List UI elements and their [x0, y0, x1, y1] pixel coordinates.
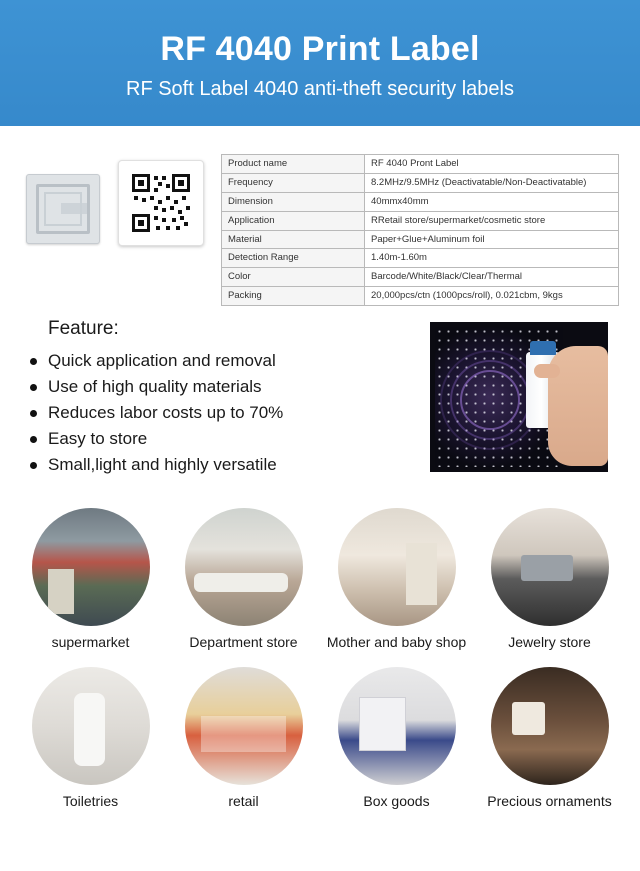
specification-table	[221, 154, 619, 306]
table-row	[222, 268, 619, 287]
coil-bar-icon	[61, 203, 87, 214]
spec-value: 1.40m-1.60m	[365, 249, 619, 268]
gallery-item	[324, 508, 469, 651]
gallery-item	[18, 667, 163, 810]
gallery-image-precious-ornaments	[491, 667, 609, 785]
hand	[548, 346, 608, 466]
features-list	[28, 348, 283, 478]
gallery-caption: Box goods	[363, 792, 430, 809]
qr-barcode-label-image	[118, 160, 204, 246]
spec-value: RF 4040 Pront Label	[365, 155, 619, 174]
features-title: Feature:	[48, 318, 119, 339]
gallery-item	[477, 508, 622, 651]
rf-soft-label-image	[26, 174, 100, 244]
table-row	[222, 155, 619, 174]
gallery-caption: Toiletries	[62, 792, 119, 809]
gallery-image-department-store	[185, 508, 303, 626]
list-item: Small,light and highly versatile	[28, 452, 283, 478]
spec-key: Color	[222, 268, 365, 287]
list-item: Use of high quality materials	[28, 374, 283, 400]
gallery-item	[18, 508, 163, 651]
spec-value: RRetail store/supermarket/cosmetic store	[365, 211, 619, 230]
gallery-item	[477, 667, 622, 810]
gallery-item	[171, 667, 316, 810]
spec-key: Packing	[222, 287, 365, 306]
gallery-item	[324, 667, 469, 810]
signal-ring-icon	[460, 370, 520, 430]
gallery-caption: Mother and baby shop	[326, 634, 467, 650]
antenna-coil-icon	[36, 184, 90, 234]
table-row	[222, 173, 619, 192]
page-subtitle: RF Soft Label 4040 anti-theft security labels	[126, 77, 514, 100]
table-row	[222, 249, 619, 268]
spec-value: Paper+Glue+Aluminum foil	[365, 230, 619, 249]
spec-value: 40mmx40mm	[365, 192, 619, 211]
spec-value: Barcode/White/Black/Clear/Thermal	[365, 268, 619, 287]
table-row	[222, 230, 619, 249]
gallery-caption: Department store	[189, 634, 298, 650]
gallery-caption: supermarket	[51, 634, 130, 650]
qr-code-icon	[132, 174, 190, 232]
list-item: Quick application and removal	[28, 348, 283, 374]
spec-key: Application	[222, 211, 365, 230]
gallery-image-mother-baby-shop	[338, 508, 456, 626]
gallery-caption: Jewelry store	[508, 634, 591, 650]
spec-key: Detection Range	[222, 249, 365, 268]
detector-hand-image	[430, 322, 608, 472]
gallery-caption: retail	[228, 792, 259, 809]
spec-key: Material	[222, 230, 365, 249]
gallery-row-1	[18, 508, 622, 651]
page-title: RF 4040 Print Label	[160, 30, 480, 69]
spec-value: 8.2MHz/9.5MHz (Deactivatable/Non-Deactivatable)	[365, 173, 619, 192]
product-overview-section	[0, 126, 640, 318]
table-row	[222, 211, 619, 230]
bottle-cap	[530, 341, 556, 355]
gallery-item	[171, 508, 316, 651]
product-photos	[22, 160, 202, 255]
gallery-image-jewelry-store	[491, 508, 609, 626]
gallery-row-2	[18, 667, 622, 810]
features-section	[0, 318, 640, 508]
gallery-image-retail	[185, 667, 303, 785]
spec-key: Dimension	[222, 192, 365, 211]
gallery-image-box-goods	[338, 667, 456, 785]
page-header	[0, 0, 640, 126]
spec-key: Frequency	[222, 173, 365, 192]
gallery-image-toiletries	[32, 667, 150, 785]
list-item: Reduces labor costs up to 70%	[28, 400, 283, 426]
table-row	[222, 287, 619, 306]
gallery-caption: Precious ornaments	[487, 792, 612, 809]
table-row	[222, 192, 619, 211]
spec-value: 20,000pcs/ctn (1000pcs/roll), 0.021cbm, 9kgs	[365, 287, 619, 306]
gallery-image-supermarket	[32, 508, 150, 626]
spec-key: Product name	[222, 155, 365, 174]
list-item: Easy to store	[28, 426, 283, 452]
application-gallery	[0, 508, 640, 810]
